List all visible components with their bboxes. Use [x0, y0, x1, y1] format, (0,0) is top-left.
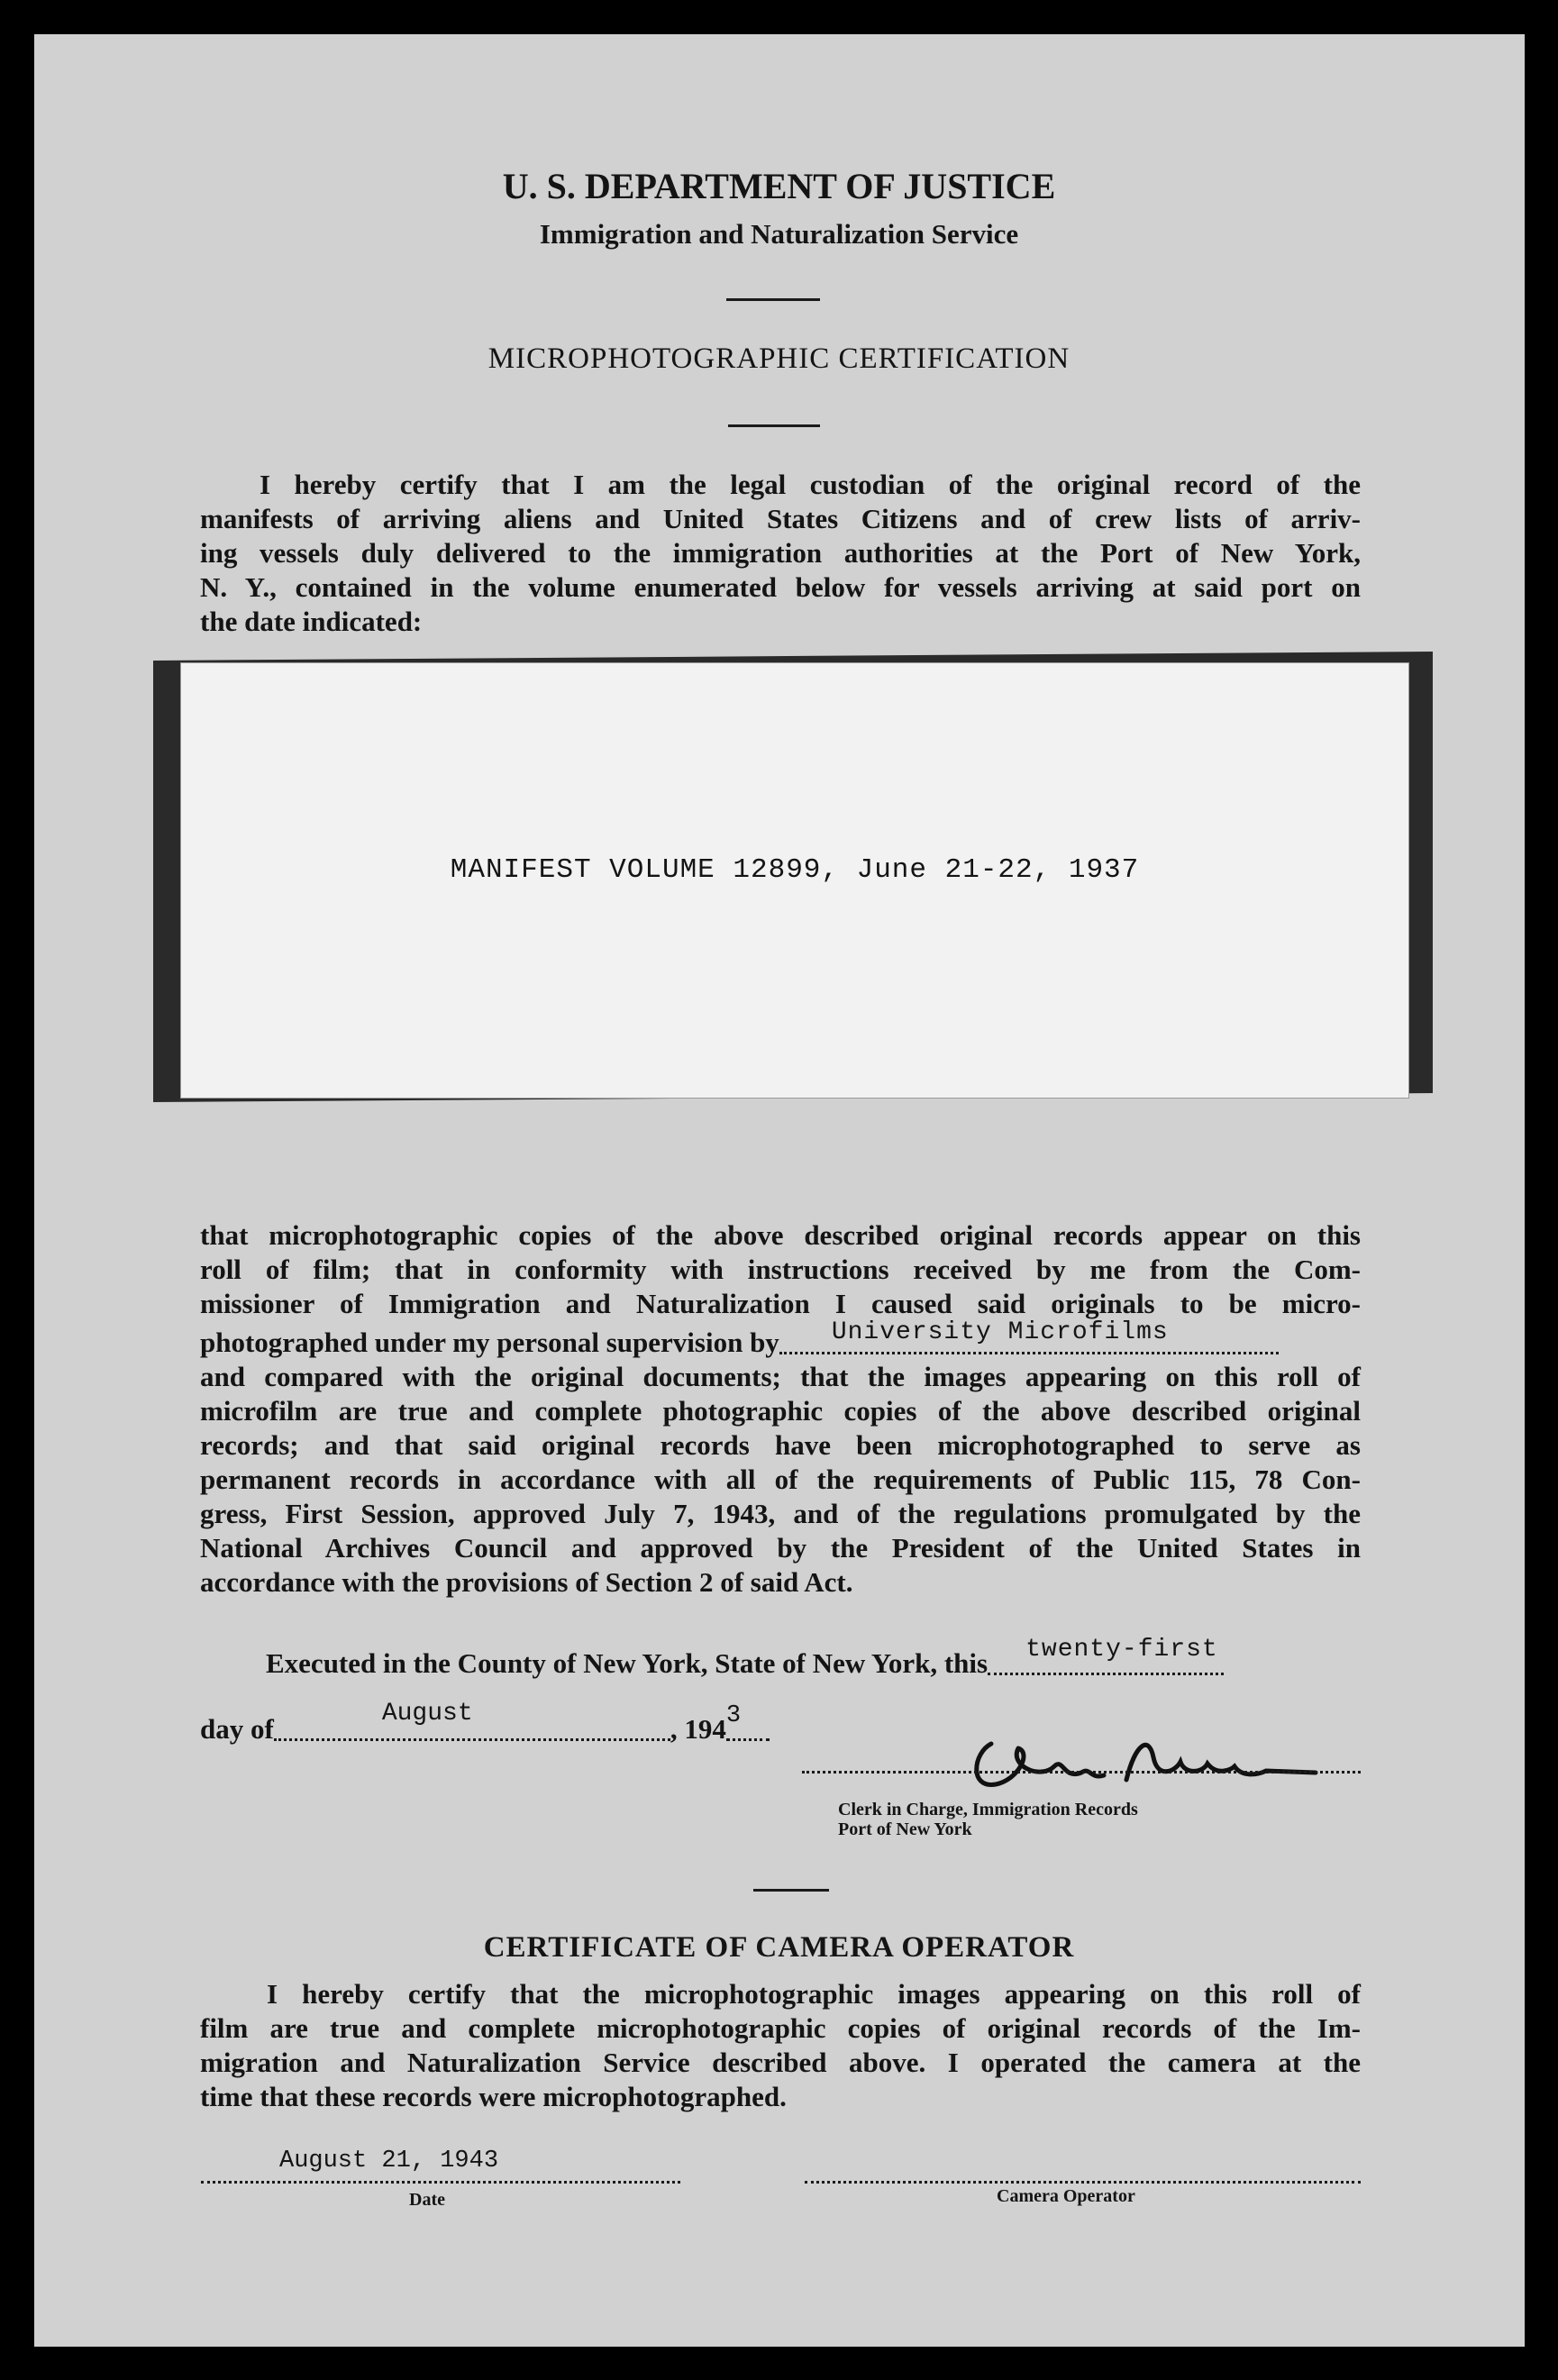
text-line: accordance with the provisions of Section 2 of said Act.	[200, 1566, 853, 1598]
supervision-line	[200, 1318, 1361, 1360]
year-fill	[725, 1702, 770, 1741]
certificate-title: MICROPHOTOGRAPHIC CERTIFICATION	[487, 342, 1071, 375]
day-value: twenty-first	[1025, 1636, 1218, 1664]
camera-operator-label: Camera Operator	[997, 2186, 1135, 2206]
text-line: microfilm are true and complete photographic copies of the above described original	[200, 1395, 1361, 1427]
text-line: that microphotographic copies of the above described original records appear on this	[200, 1219, 1361, 1251]
supervision-fill	[779, 1318, 1279, 1354]
month-value: August	[381, 1700, 473, 1728]
divider	[728, 424, 820, 427]
camera-paragraph	[200, 1977, 1361, 2114]
service-subtitle: Immigration and Naturalization Service	[539, 218, 1019, 250]
text-line: gress, First Session, approved July 7, 1943, and of the regulations promulgated by the	[200, 1498, 1361, 1529]
camera-certificate-title: CERTIFICATE OF CAMERA OPERATOR	[483, 1931, 1075, 1964]
date-signature-line	[201, 2181, 680, 2184]
manifest-card	[180, 662, 1409, 1099]
manifest-volume-text: MANIFEST VOLUME 12899, June 21-22, 1937	[450, 854, 1140, 886]
clerk-signature	[955, 1717, 1334, 1807]
text-line: the date indicated:	[200, 606, 423, 637]
text-line: permanent records in accordance with all of the requirements of Public 115, 78 Con-	[200, 1464, 1361, 1495]
text-line: film are true and complete microphotographic copies of original records of the Im-	[200, 2012, 1361, 2044]
clerk-port: Port of New York	[838, 1819, 972, 1839]
clerk-title: Clerk in Charge, Immigration Records	[838, 1800, 1138, 1819]
text-line: National Archives Council and approved by the President of the United States in	[200, 1532, 1361, 1564]
text-line: migration and Naturalization Service described above. I operated the camera at the	[200, 2047, 1361, 2078]
supervision-prefix: photographed under my personal supervision by	[200, 1327, 779, 1358]
operator-signature-line	[805, 2181, 1361, 2184]
body-paragraph	[200, 1218, 1361, 1600]
text-line: records; and that said original records have been microphotographed to serve as	[200, 1429, 1361, 1461]
date-label: Date	[409, 2190, 445, 2210]
text-line: I hereby certify that I am the legal custodian of the original record of the	[260, 469, 1361, 500]
divider	[726, 298, 820, 301]
day-fill	[988, 1636, 1224, 1675]
divider	[753, 1889, 829, 1892]
supervision-value: University Microfilms	[831, 1318, 1169, 1346]
department-title: U. S. DEPARTMENT OF JUSTICE	[502, 166, 1056, 206]
text-line: ing vessels duly delivered to the immigration authorities at the Port of New York,	[200, 537, 1361, 569]
executed-line	[266, 1636, 1361, 1681]
text-line: I hereby certify that the microphotographic images appearing on this roll of	[267, 1978, 1361, 2010]
executed-prefix: Executed in the County of New York, State of New York, this	[266, 1647, 989, 1679]
year-prefix: , 194	[670, 1713, 726, 1745]
intro-paragraph	[200, 468, 1361, 639]
text-line: manifests of arriving aliens and United States Citizens and of crew lists of arriv-	[200, 503, 1361, 534]
text-line: and compared with the original documents; that the images appearing on this roll of	[200, 1361, 1361, 1392]
clerk-signature-line	[802, 1771, 1361, 1774]
text-line: time that these records were microphotographed.	[200, 2081, 787, 2112]
year-digit: 3	[725, 1702, 742, 1729]
month-fill	[274, 1700, 670, 1741]
date-line	[200, 1700, 831, 1746]
text-line: N. Y., contained in the volume enumerated below for vessels arriving at said port on	[200, 571, 1361, 603]
text-line: roll of film; that in conformity with instructions received by me from the Com-	[200, 1254, 1361, 1285]
camera-date-value: August 21, 1943	[279, 2147, 499, 2175]
day-of-label: day of	[200, 1713, 274, 1745]
text-line: missioner of Immigration and Naturalization I caused said originals to be micro-	[200, 1288, 1361, 1319]
